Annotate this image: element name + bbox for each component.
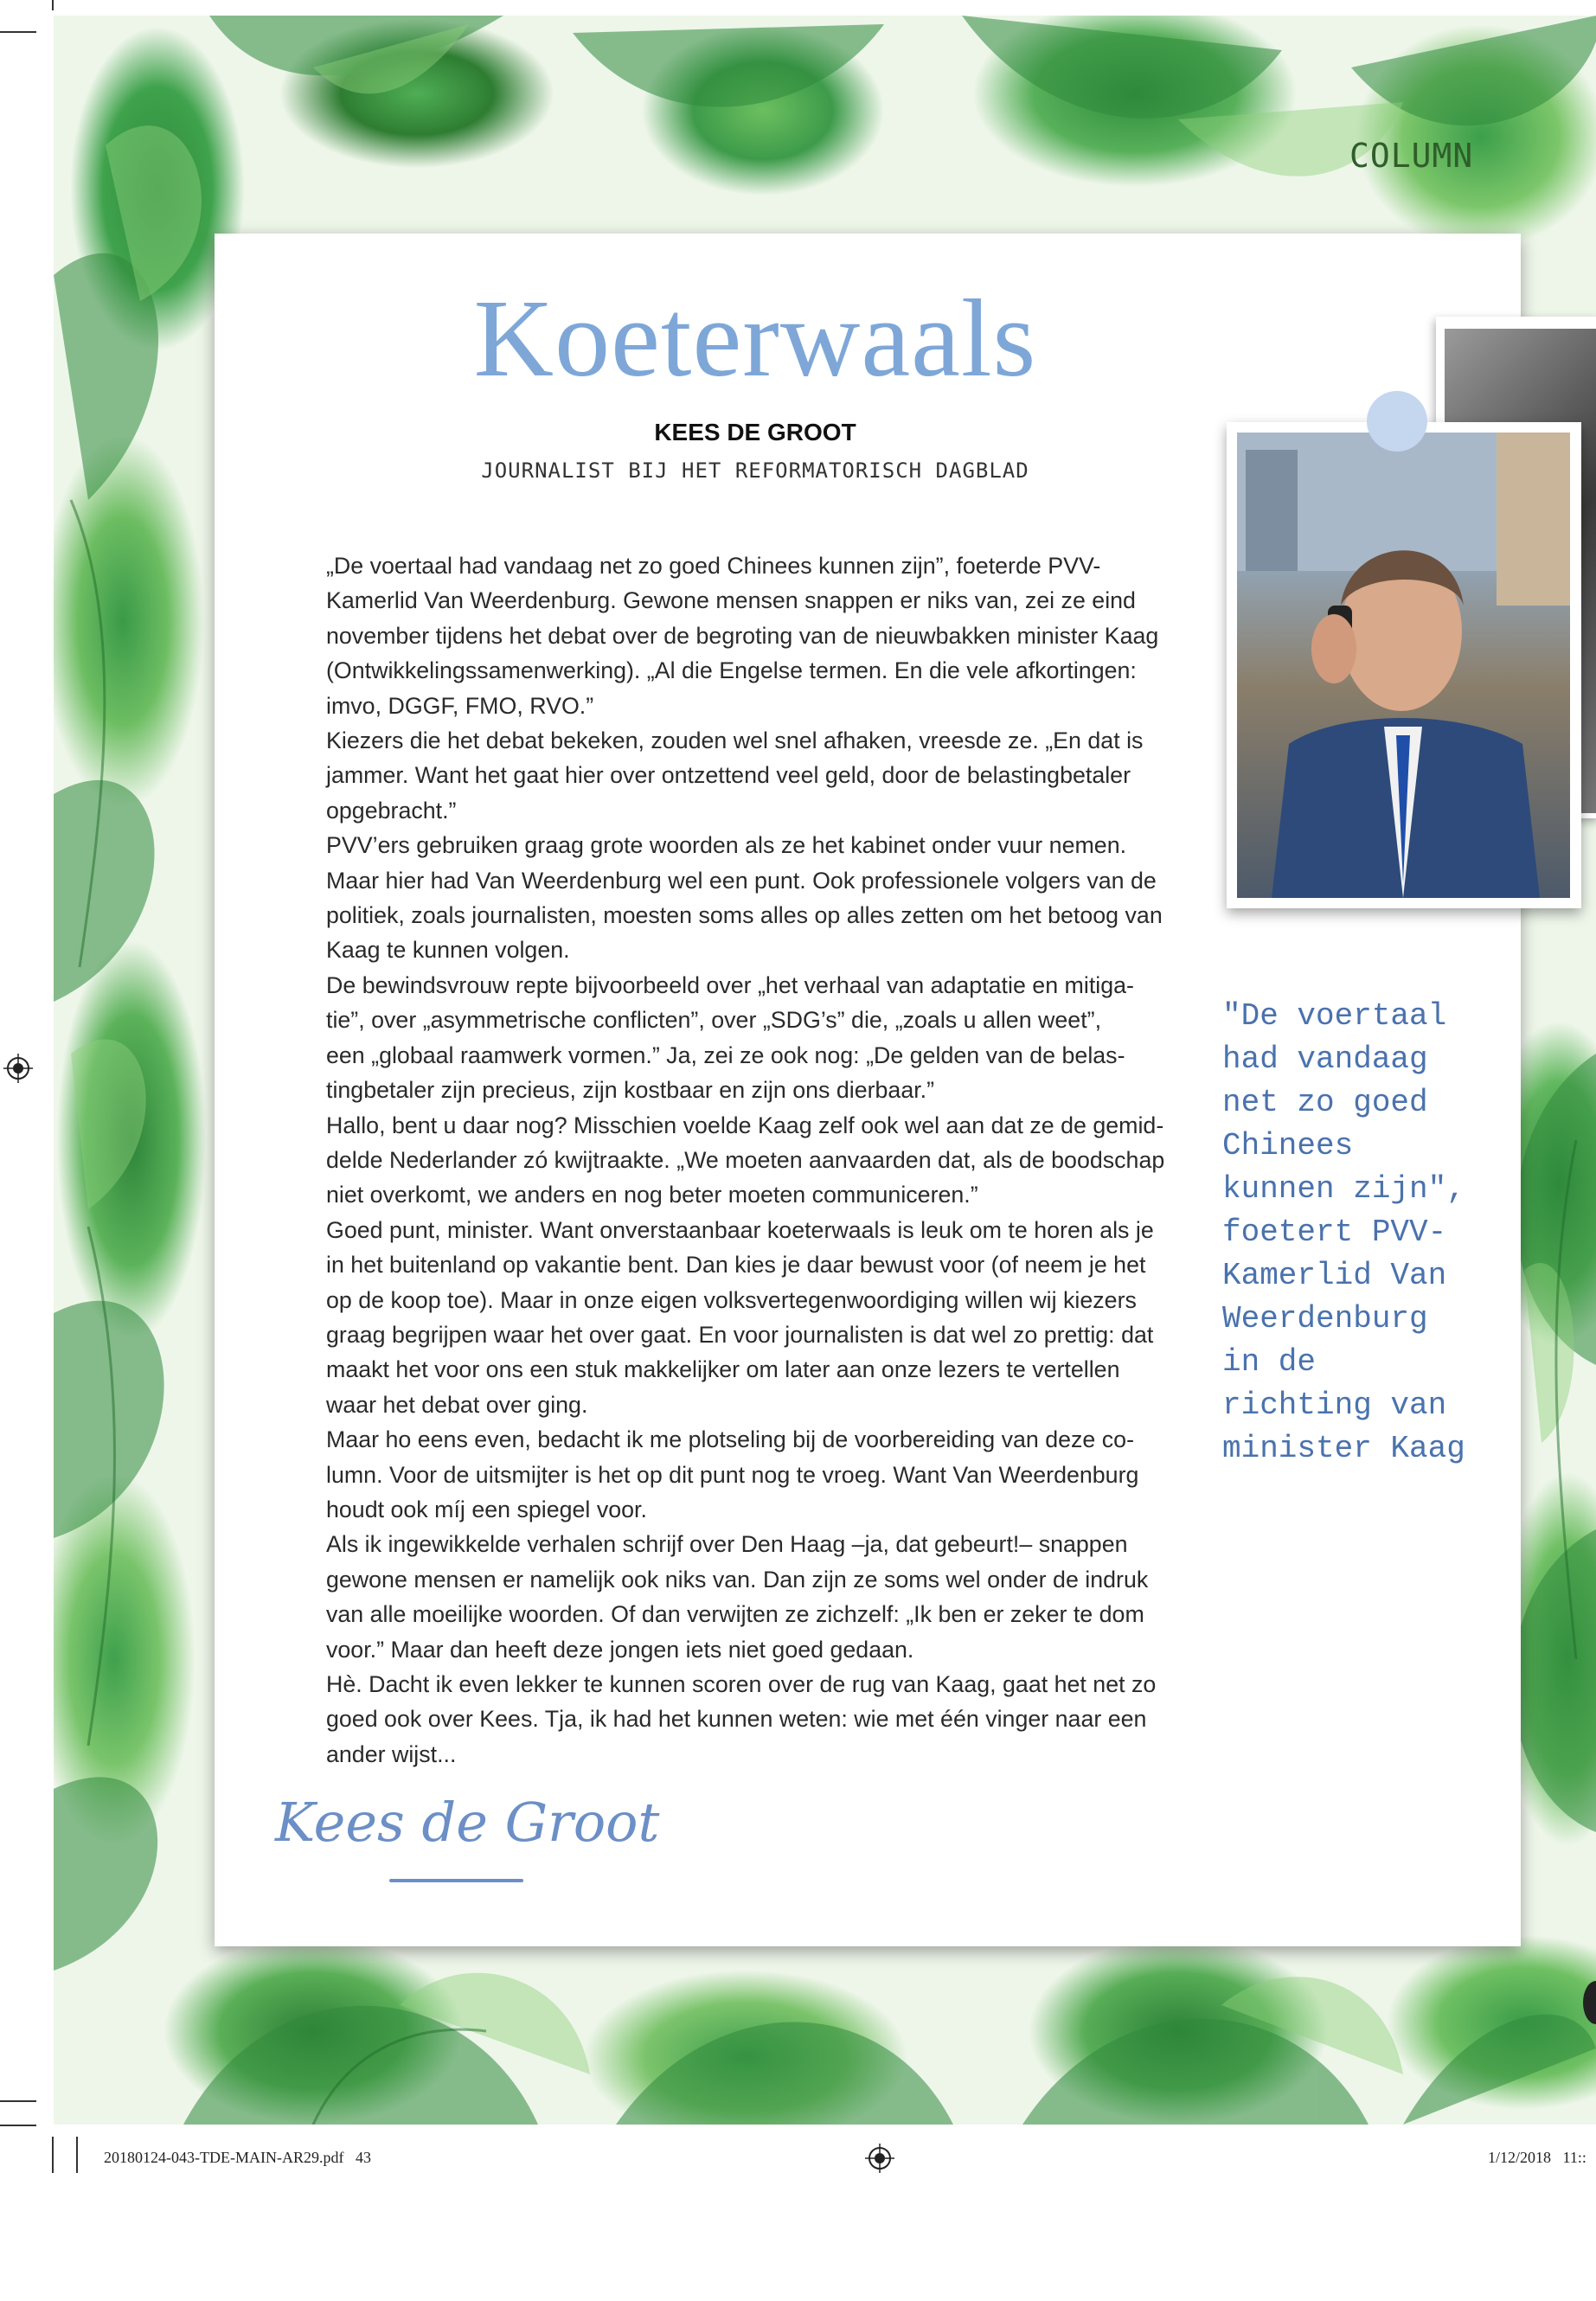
crop-mark [0,2125,36,2126]
author-photo-illustration [1237,433,1570,898]
footer-date: 1/12/2018 11:: [1488,2149,1586,2166]
section-label: COLUMN [1349,137,1474,175]
footer-filename: 20180124-043-TDE-MAIN-AR29.pdf 43 [104,2149,371,2166]
author-photo [1237,433,1570,898]
article-body: „De voertaal had vandaag net zo goed Chinees kunnen zijn”, foeterde PVV- Kamerlid Van Weerdenburg. Gewone mensen snappen er niks van, zei ze eind november tijdens het debat over de begroting van de nieuwbakken minister Kaag (Ontwikkelingssamenwerking). „Al die Engelse termen. En die vele afkortingen: imvo, DGGF, FMO, RVO.” Kiezers die het debat bekeken, zouden wel snel afhaken, vreesde ze. „En dat is jammer. Want het gaat hier over ontzettend veel geld, door de belastingbetaler opgebracht.” PVV’ers gebruiken graag grote woorden als ze het kabinet onder vuur nemen. Maar hier had Van Weerdenburg wel een punt. Ook professionele volgers van de politiek, zoals journalisten, moesten soms alles op alles zetten om het betoog van Kaag te kunnen volgen. De bewindsvrouw repte bijvoorbeeld over „het verhaal van adaptatie en mitiga- tie”, over „asymmetrische conflicten”, over „SDG’s” die, „zoals u allen weet”, een „globaal raamwerk vormen.” Ja, zei ze ook nog: „De gelden van de belas- tingbetaler zijn precieus, zijn kostbaar en zijn ons dierbaar.” Hallo, bent u daar nog? Misschien voelde Kaag zelf ook wel aan dat ze de gemid- delde Nederlander zó kwijtraakte. „We moeten aanvaarden dat, als de boodschap niet overkomt, we anders en nog beter moeten communiceren.” Goed punt, minister. Want onverstaanbaar koeterwaals is leuk om te horen als je in het buitenland op vakantie bent. Dan kies je daar bewust voor (of neem je het op de koop toe). Maar in onze eigen volksvertegenwoordiging willen wij kiezers graag begrijpen waar het over gaat. En voor journalisten is dat wel zo prettig: dat maakt het voor ons een stuk makkelijker om later aan onze lezers te vertellen waar het debat over ging. Maar ho eens even, bedacht ik me plotseling bij de voorbereiding van deze co- lumn. Voor de uitsmijter is het op dit punt nog te vroeg. Want Van Weerdenburg houdt ook míj een spiegel voor. Als ik ingewikkelde verhalen schrijf over Den Haag –ja, dat gebeurt!– snappen gewone mensen er namelijk ook niks van. Dan zijn ze soms wel onder de indruk van alle moeilijke woorden. Of dan verwijten ze zichzelf: „Ik ben er zeker te dom voor.” Maar dan heeft deze jongen iets niet goed gedaan. Hè. Dacht ik even lekker te kunnen scoren over de rug van Kaag, gaat het net zo goed ook over Kees. Tja, ik had het kunnen weten: wie met één vinger naar een ander wijst... [326,553,1165,1767]
crop-mark [76,2137,78,2173]
registration-mark-icon [865,2144,894,2173]
registration-mark-icon [3,1054,33,1083]
author-role: JOURNALIST BIJ HET REFORMATORISCH DAGBLAD [481,458,1029,483]
crop-mark [52,0,54,10]
author-signature: Kees de Groot [275,1791,660,1854]
pull-quote: "De voertaal had vandaag net zo goed Chinees kunnen zijn", foetert PVV- Kamerlid Van Weerdenburg in de richting van minister Kaag [1222,998,1465,1466]
crop-mark [52,2137,54,2173]
crop-mark [0,31,36,33]
signature-underline [389,1879,523,1882]
author-name: KEES DE GROOT [654,419,856,445]
crop-mark [0,2100,36,2102]
article-title: Koeterwaals [473,277,1037,400]
decorative-dot [1367,391,1427,452]
